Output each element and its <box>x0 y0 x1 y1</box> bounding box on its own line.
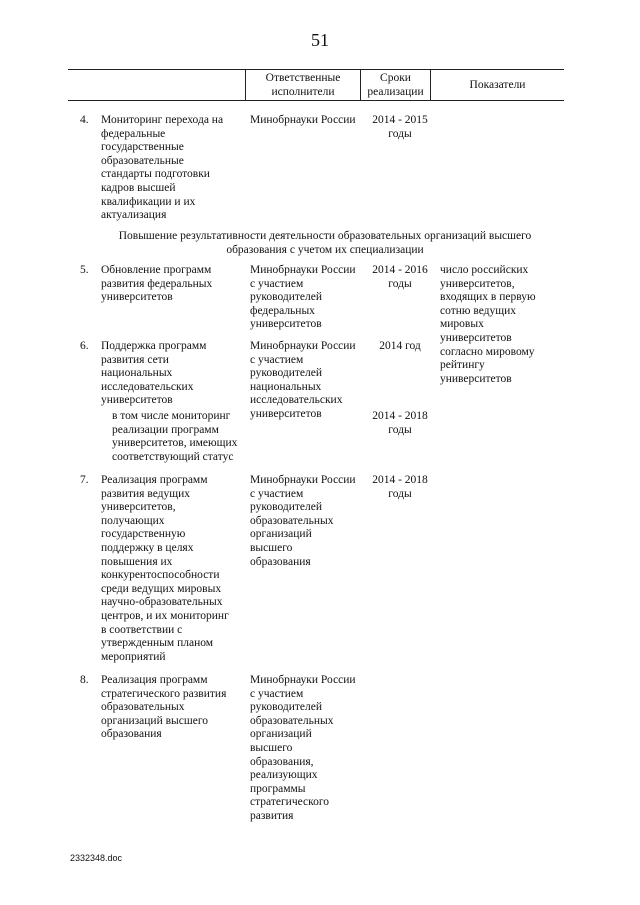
row-description <box>101 340 206 408</box>
header-indicators: Показатели <box>469 79 526 91</box>
exec-line: стратегического <box>250 796 330 809</box>
row-executor <box>250 264 356 332</box>
desc-line: организаций высшего <box>101 714 209 727</box>
row-executor <box>250 340 356 422</box>
desc-line: Реализация программ <box>101 674 208 686</box>
desc-line: образовательных <box>101 701 185 714</box>
desc-line: квалификации и их <box>101 195 196 208</box>
exec-line: образования <box>250 555 311 568</box>
desc-line: университетов <box>101 291 173 304</box>
exec-line: высшего <box>250 741 293 754</box>
exec-line: образовательных <box>250 514 334 527</box>
row-description <box>101 474 229 664</box>
row-number: 8. <box>80 674 89 686</box>
row-term <box>364 340 436 354</box>
exec-line: университетов <box>250 318 322 331</box>
desc-line: университетов <box>101 394 173 407</box>
table-header-top-rule <box>68 69 564 70</box>
indicator-line: входящих в первую <box>440 291 536 304</box>
indicator-line: университетов <box>440 331 512 344</box>
sub-term-line: 2014 - 2018 <box>372 410 428 422</box>
sub-desc-line: университетов, имеющих <box>112 437 238 450</box>
desc-line: конкурентоспособности <box>101 569 220 582</box>
exec-line: развития <box>250 809 294 822</box>
desc-line: федеральные <box>101 127 166 140</box>
row-description <box>101 674 226 742</box>
desc-line: Реализация программ <box>101 474 208 486</box>
row-indicator <box>440 264 536 386</box>
desc-line: среди ведущих мировых <box>101 582 222 595</box>
desc-line: получающих <box>101 514 165 527</box>
header-deadlines-line: Сроки <box>380 72 411 84</box>
sub-desc-line: в том числе мониторинг <box>112 410 231 422</box>
desc-line: стандарты подготовки <box>101 168 210 181</box>
row-executor <box>250 114 356 128</box>
indicator-line: мировых <box>440 318 484 331</box>
exec-line: высшего <box>250 541 293 554</box>
row-executor <box>250 674 356 824</box>
row-number: 4. <box>80 114 89 126</box>
exec-line: Минобрнауки России <box>250 474 356 486</box>
desc-line: центров, и их мониторинг <box>101 609 229 622</box>
exec-line: университетов <box>250 407 322 420</box>
term-line: 2014 год <box>379 340 421 352</box>
exec-line: программы <box>250 782 306 795</box>
indicator-line: университетов <box>440 372 512 385</box>
section-heading-line: Повышение результативности деятельности образовательных организаций высшего <box>118 230 532 242</box>
header-deadlines-line: реализации <box>367 86 424 98</box>
exec-line: с участием <box>250 277 304 290</box>
term-line: годы <box>388 487 412 500</box>
header-deadlines <box>361 71 430 99</box>
desc-line: повышения их <box>101 555 173 568</box>
sub-term-line: годы <box>388 423 412 436</box>
term-line: 2014 - 2016 <box>372 264 428 276</box>
exec-line: с участием <box>250 487 304 500</box>
exec-line: руководителей <box>250 291 323 304</box>
exec-line: Минобрнауки России <box>250 264 356 276</box>
exec-line: руководителей <box>250 701 323 714</box>
document-filename: 2332348.doc <box>70 853 123 863</box>
indicator-line: согласно мировому <box>440 345 535 358</box>
desc-line: национальных <box>101 367 173 380</box>
row-number: 7. <box>80 474 89 486</box>
exec-line: реализующих <box>250 769 318 782</box>
desc-line: развития федеральных <box>101 277 213 290</box>
desc-line: Мониторинг перехода на <box>101 114 224 126</box>
desc-line: государственные <box>101 141 184 154</box>
section-heading <box>68 230 582 257</box>
desc-line: образовательные <box>101 154 184 167</box>
page-number: 51 <box>311 30 329 50</box>
indicator-line: университетов, <box>440 277 515 290</box>
term-line: годы <box>388 127 412 140</box>
exec-line: руководителей <box>250 501 323 514</box>
row-description <box>101 264 212 305</box>
row-number: 6. <box>80 340 89 352</box>
exec-line: образования, <box>250 755 314 768</box>
desc-line: поддержку в целях <box>101 541 194 554</box>
desc-line: актуализация <box>101 209 167 222</box>
section-heading-line: образования с учетом их специализации <box>226 243 424 256</box>
indicator-line: число российских <box>440 264 529 276</box>
header-executors-line: Ответственные <box>265 72 341 84</box>
header-executors <box>246 71 360 99</box>
row-term <box>364 114 436 141</box>
exec-line: организаций <box>250 728 312 741</box>
exec-line: федеральных <box>250 304 315 317</box>
header-executors-line: исполнители <box>271 86 335 98</box>
exec-line: исследовательских <box>250 394 343 407</box>
desc-line: Обновление программ <box>101 264 212 276</box>
exec-line: организаций <box>250 528 312 541</box>
desc-line: государственную <box>101 528 186 541</box>
indicator-line: сотню ведущих <box>440 304 517 317</box>
exec-line: Минобрнауки России <box>250 674 356 686</box>
exec-line: Минобрнауки России <box>250 114 356 126</box>
sub-desc-line: соответствующий статус <box>112 450 234 463</box>
row-executor <box>250 474 356 569</box>
term-line: 2014 - 2018 <box>372 474 428 486</box>
term-line: 2014 - 2015 <box>372 114 428 126</box>
desc-line: исследовательских <box>101 380 194 393</box>
desc-line: Поддержка программ <box>101 340 207 352</box>
exec-line: с участием <box>250 353 304 366</box>
row-sub-description <box>112 410 237 464</box>
row-number: 5. <box>80 264 89 276</box>
desc-line: мероприятий <box>101 650 166 663</box>
row-term <box>364 264 436 291</box>
desc-line: в соответствии с <box>101 623 183 636</box>
exec-line: Минобрнауки России <box>250 340 356 352</box>
desc-line: образования <box>101 728 162 741</box>
row-term <box>364 474 436 501</box>
desc-line: утвержденным планом <box>101 637 214 650</box>
desc-line: развития ведущих <box>101 487 191 500</box>
term-line: годы <box>388 277 412 290</box>
row-description <box>101 114 223 223</box>
exec-line: образовательных <box>250 714 334 727</box>
desc-line: научно-образовательных <box>101 596 223 609</box>
exec-line: национальных <box>250 380 322 393</box>
indicator-line: рейтингу <box>440 359 485 372</box>
desc-line: развития сети <box>101 353 169 366</box>
desc-line: университетов, <box>101 501 176 514</box>
sub-desc-line: реализации программ <box>112 423 219 436</box>
row-sub-term <box>364 410 436 437</box>
exec-line: руководителей <box>250 367 323 380</box>
exec-line: с участием <box>250 687 304 700</box>
desc-line: стратегического развития <box>101 687 227 700</box>
desc-line: кадров высшей <box>101 181 176 194</box>
table-header-bottom-rule <box>68 100 564 101</box>
